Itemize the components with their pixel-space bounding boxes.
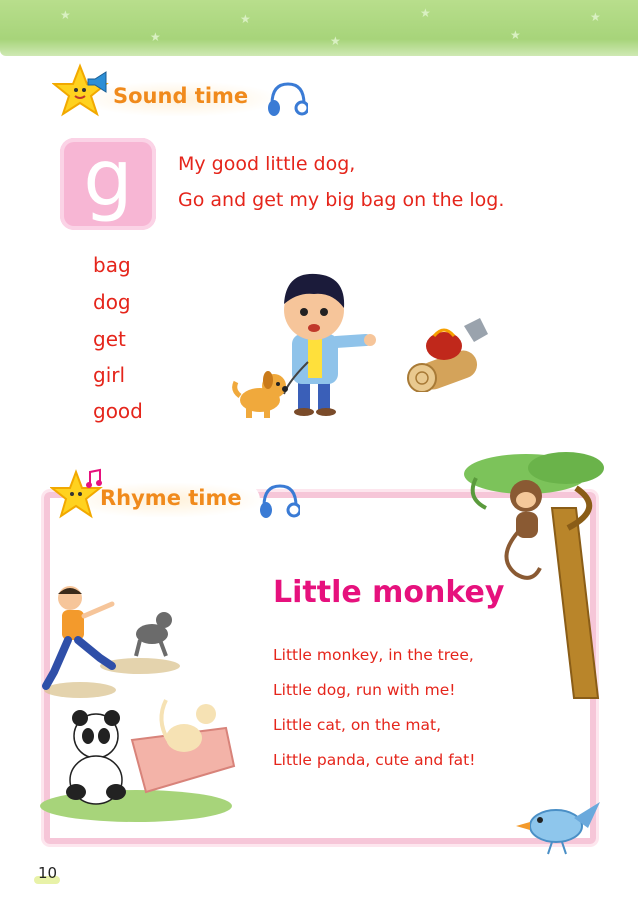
poem-line: Little dog, run with me! bbox=[273, 681, 456, 699]
log-with-bag-illustration bbox=[400, 316, 494, 392]
banner-star-icon: ★ bbox=[420, 6, 431, 20]
poem-line: Little cat, on the mat, bbox=[273, 716, 442, 734]
banner-star-icon: ★ bbox=[240, 12, 251, 26]
word-item: good bbox=[93, 399, 143, 423]
banner-star-icon: ★ bbox=[150, 30, 161, 44]
boy-with-dog-illustration bbox=[228, 262, 388, 422]
banner-star-icon: ★ bbox=[60, 8, 71, 22]
tongue-twister-line: My good little dog, bbox=[178, 153, 356, 175]
headphones-icon[interactable] bbox=[264, 78, 308, 122]
sound-time-title: Sound time bbox=[113, 84, 249, 108]
loudspeaker-icon bbox=[86, 70, 112, 94]
banner-star-icon: ★ bbox=[590, 10, 601, 24]
bird-illustration bbox=[512, 796, 604, 860]
banner-star-icon: ★ bbox=[330, 34, 341, 48]
poem-title: Little monkey bbox=[273, 575, 505, 610]
word-item: get bbox=[93, 327, 126, 351]
word-item: dog bbox=[93, 290, 131, 314]
poem-line: Little monkey, in the tree, bbox=[273, 646, 474, 664]
top-banner bbox=[0, 0, 638, 56]
word-item: girl bbox=[93, 363, 126, 387]
poem-line: Little panda, cute and fat! bbox=[273, 751, 476, 769]
word-item: bag bbox=[93, 253, 131, 277]
banner-star-icon: ★ bbox=[510, 28, 521, 42]
tongue-twister-line: Go and get my big bag on the log. bbox=[178, 189, 505, 211]
rhyme-time-title: Rhyme time bbox=[100, 486, 242, 510]
headphones-icon[interactable] bbox=[256, 480, 300, 524]
panda-and-cat-illustration bbox=[36, 680, 242, 824]
letter-g: g bbox=[83, 134, 133, 224]
page-number: 10 bbox=[38, 864, 58, 882]
